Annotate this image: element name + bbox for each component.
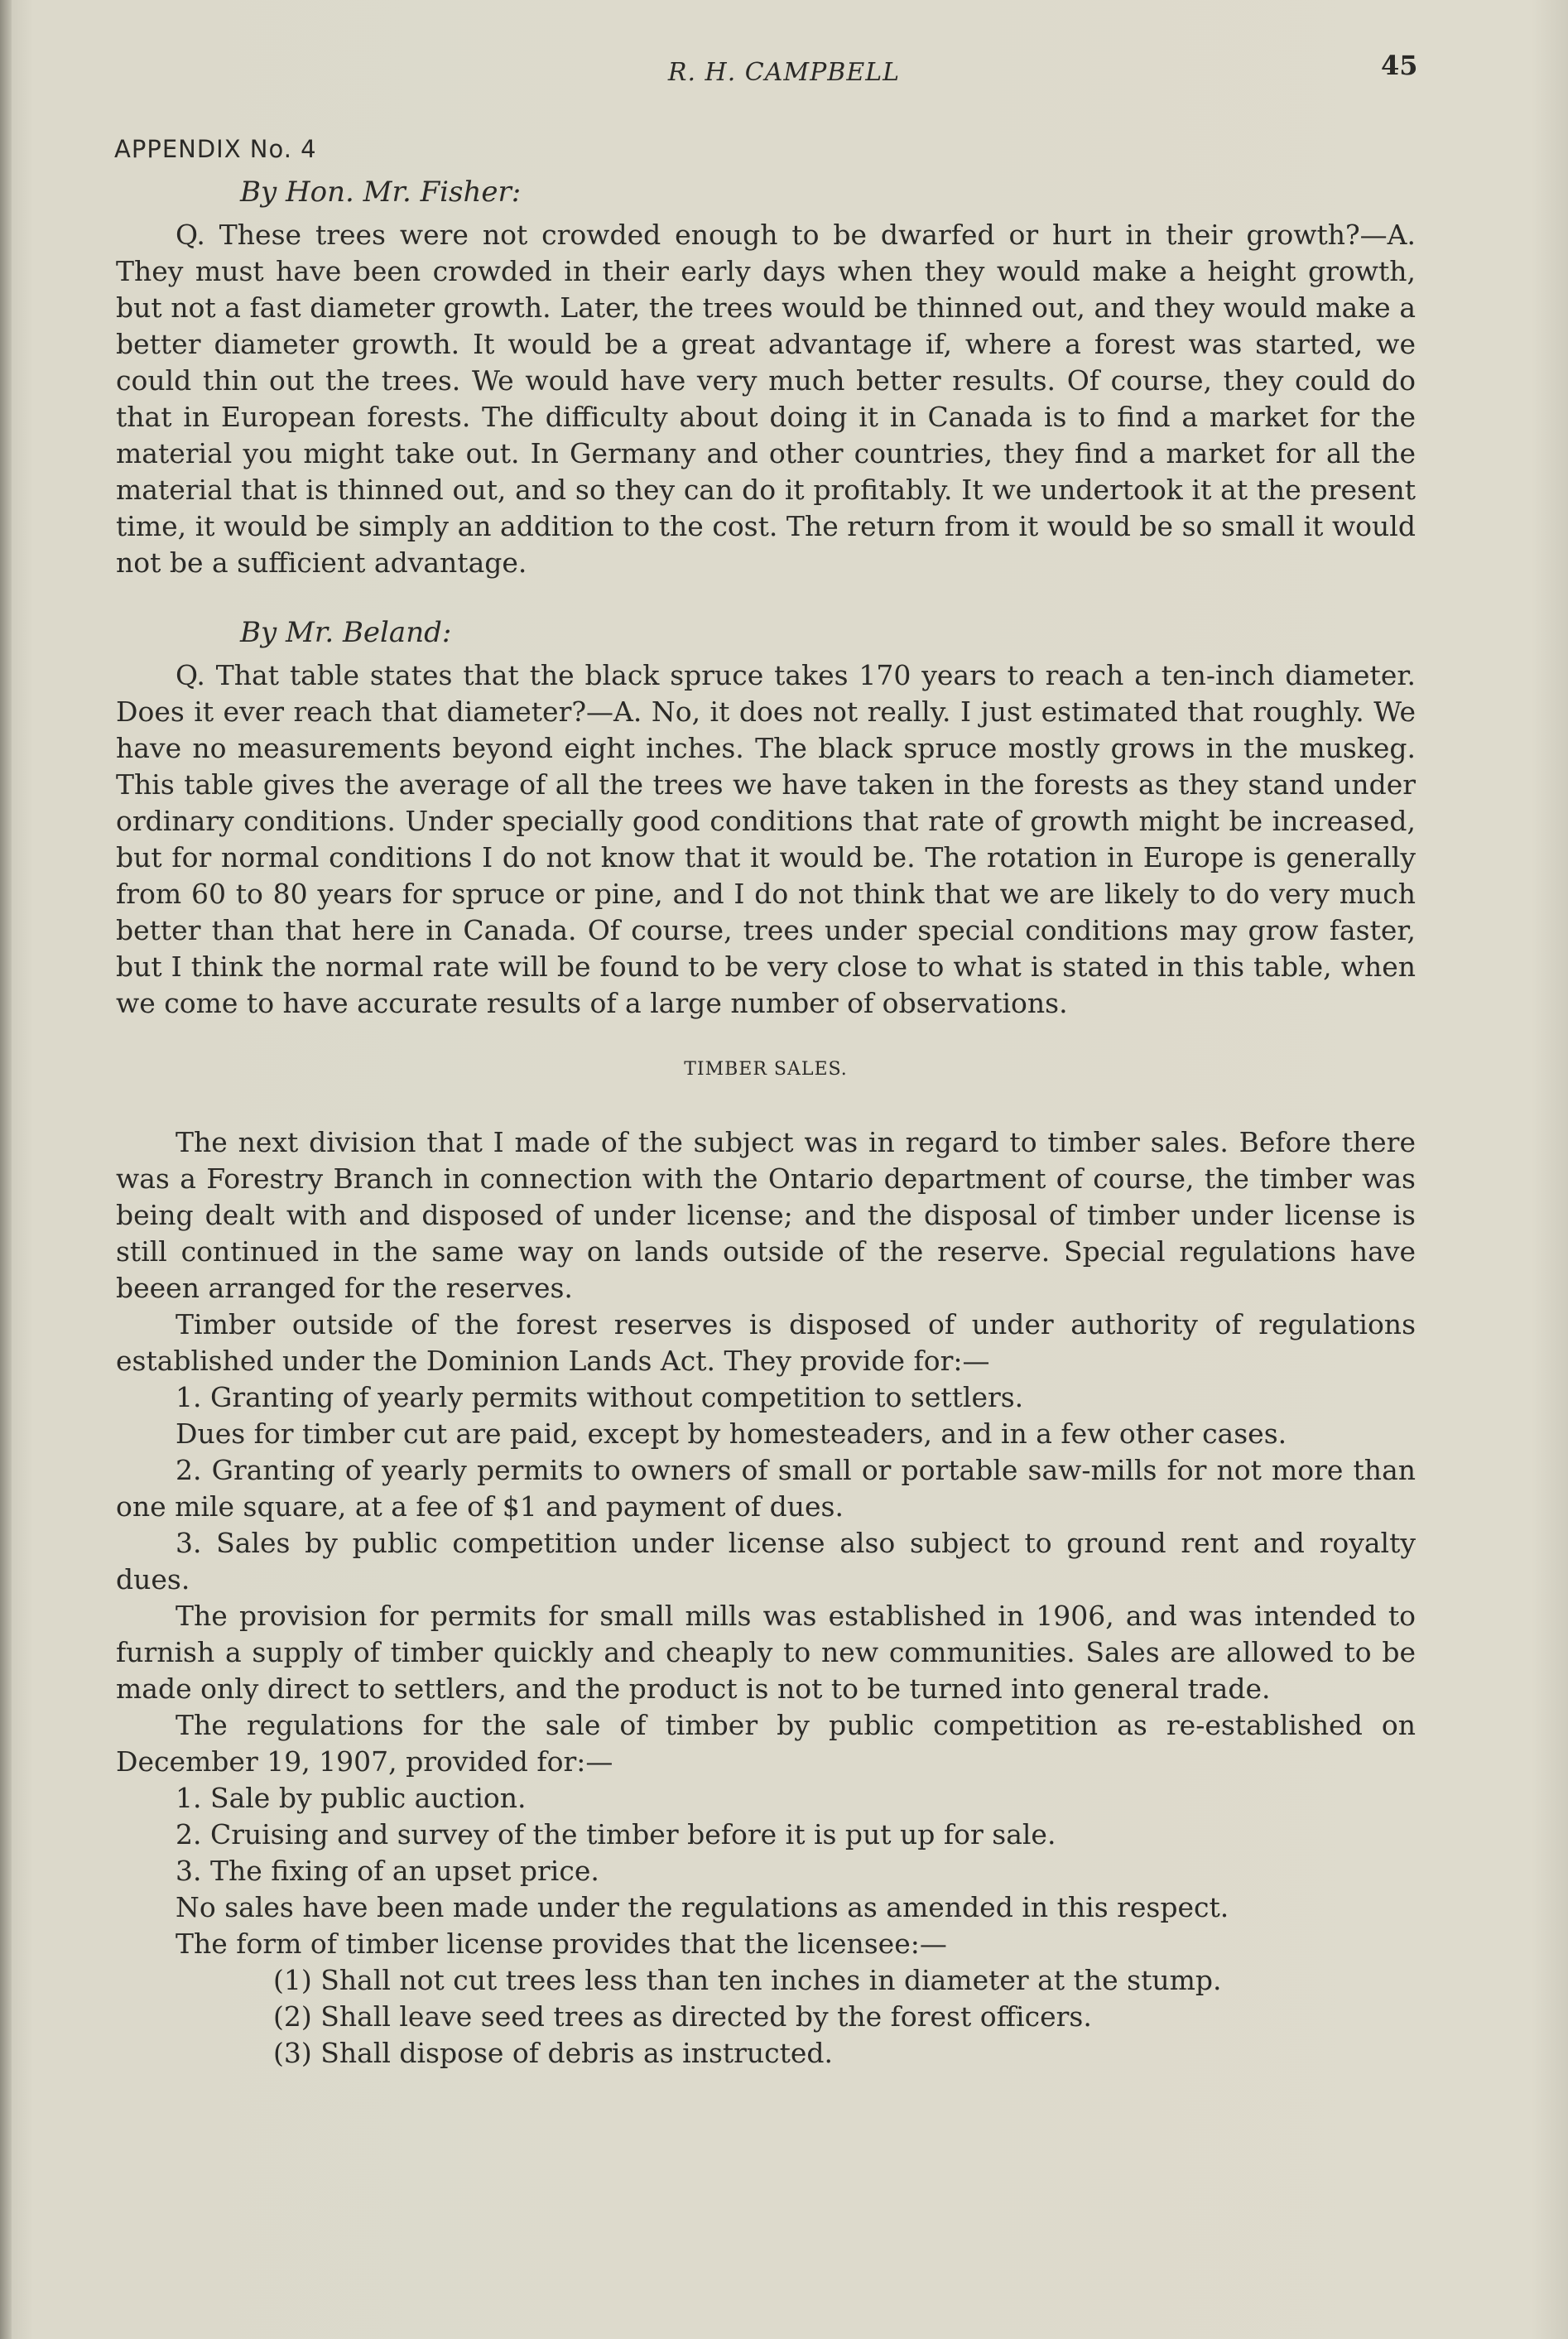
license-condition-item: (3) Shall dispose of debris as instructed. [273,2037,834,2069]
list-item: Dues for timber cut are paid, except by homesteaders, and in a few other cases. [176,1417,1287,1450]
appendix-label: APPENDIX No. 4 [114,135,317,163]
license-condition-item: (1) Shall not cut trees less than ten inches in diameter at the stump. [273,1964,1222,1996]
list-item: 2. Granting of yearly permits to owners of small or portable saw-mills for not more than one mile square, at a fee of $1 and payment of dues. [116,1454,1416,1523]
list-item: 1. Sale by public auction. [176,1782,527,1814]
body-text [116,174,1416,2072]
paragraph: The provision for permits for small mills was established in 1906, and was intended to furnish a supply of timber quickly and cheaply to new communities. Sales are allowed to be made only direct to settlers, and the product is not to be turned into general trade. [116,1600,1416,1705]
paragraph: Timber outside of the forest reserves is disposed of under authority of regulations established under the Dominion Lands Act. They provide for:— [116,1308,1416,1377]
list-item: 3. The fixing of an upset price. [176,1855,599,1887]
paragraph: The form of timber license provides that the licensee:— [176,1928,947,1960]
page-number: 45 [1381,50,1418,81]
speaker-fisher: By Hon. Mr. Fisher: [240,176,522,209]
qa-paragraph-fisher: Q. These trees were not crowded enough to be dwarfed or hurt in their growth?—A. They must have been crowded in their early days when they would make a height growth, but not a fast diameter growth. Later, the trees would be thinned out, and they would make a better diameter growth. It would be a great advantage if, where a forest was started, we could thin out the trees. We would have very much better results. Of course, they could do that in European forests. The difficulty about doing it in Canada is to find a market for the material you might take out. In Germany and other countries, they find a market for all the material that is thinned out, and so they can do it profitably. It we undertook it at the present time, it would be simply an addition to the cost. The return from it would be so small it would not be a sufficient advantage. [116,219,1416,579]
paragraph: The next division that I made of the subject was in regard to timber sales. Before there was a Forestry Branch in connection with the Ontario department of course, the timber was being dealt with and disposed of under license; and the disposal of timber under license is still continued in the same way on lands outside of the reserve. Special regulations have beeen arranged for the reserves. [116,1126,1416,1304]
list-item: 2. Cruising and survey of the timber before it is put up for sale. [176,1818,1056,1851]
paragraph: No sales have been made under the regulations as amended in this respect. [176,1891,1229,1923]
license-condition-item: (2) Shall leave seed trees as directed by the forest officers. [273,2000,1092,2033]
paragraph: The regulations for the sale of timber by public competition as re-established on December 19, 1907, provided for:— [116,1709,1416,1778]
running-head: R. H. CAMPBELL [667,58,901,87]
qa-paragraph-beland: Q. That table states that the black spruce takes 170 years to reach a ten-inch diameter. Does it ever reach that diameter?—A. No, it does not really. I just estimated that roughly. We have no measurements beyond eight inches. The black spruce mostly grows in the muskeg. This table gives the average of all the trees we have taken in the forests as they stand under ordinary conditions. Under specially good conditions that rate of growth might be increased, but for normal conditions I do not know that it would be. The rotation in Europe is generally from 60 to 80 years for spruce or pine, and I do not think that we are likely to do very much better than that here in Canada. Of course, trees under special conditions may grow faster, but I think the normal rate will be found to be very close to what is stated in this table, when we come to have accurate results of a large number of observations. [116,659,1416,1019]
speaker-beland: By Mr. Beland: [240,616,452,649]
page-binding-edge [0,0,12,2339]
list-item: 1. Granting of yearly permits without competition to settlers. [176,1381,1024,1413]
section-title-timber-sales: TIMBER SALES. [684,1059,848,1080]
list-item: 3. Sales by public competition under license also subject to ground rent and royalty dues. [116,1527,1416,1595]
